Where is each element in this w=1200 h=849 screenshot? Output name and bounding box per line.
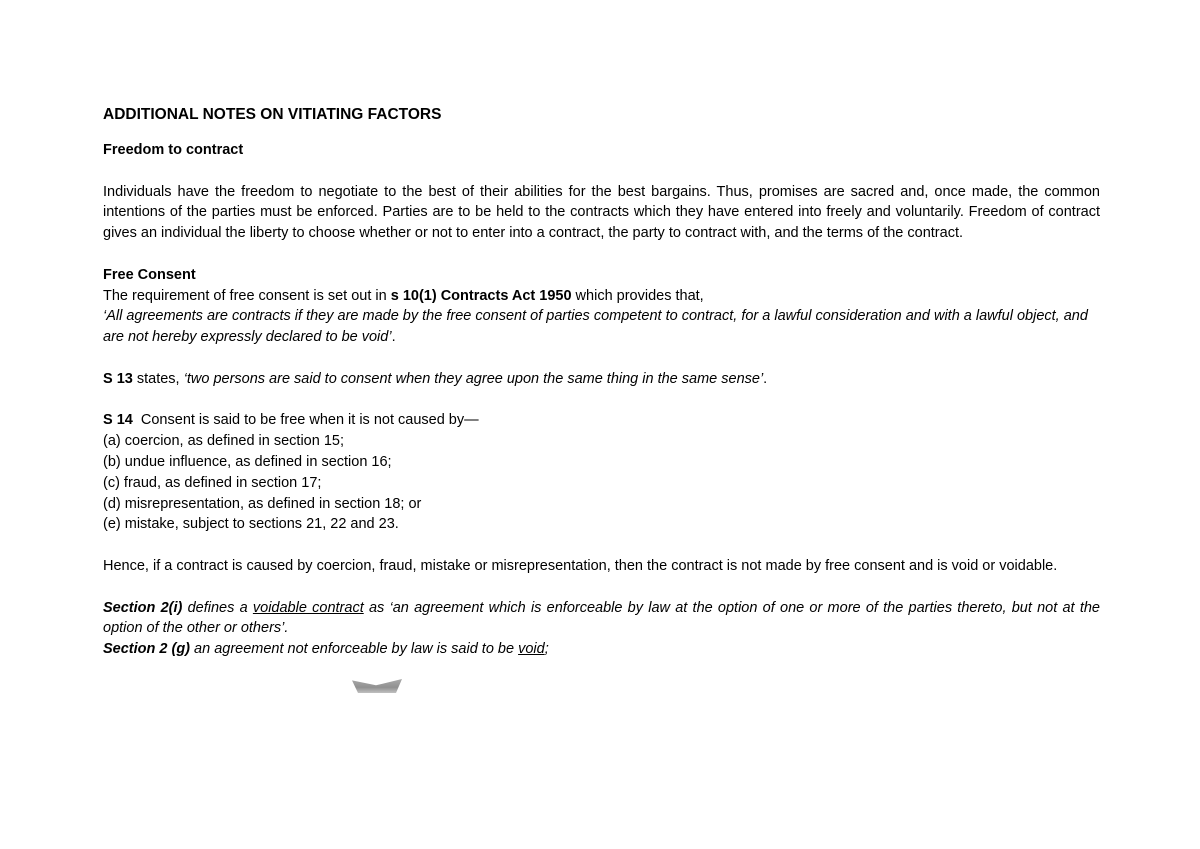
intro-prefix: The requirement of free consent is set out in	[103, 287, 391, 304]
section-2i-mid2: as ‘an agreement which is enforceable by law at the option of one or more of the parties thereto, but not at the option of the other or others’.	[103, 599, 1100, 637]
spacer	[103, 390, 1100, 411]
paragraph-free-consent-quote	[103, 306, 1100, 348]
s13-reference: S 13	[103, 370, 133, 387]
scan-smudge-mark	[352, 679, 402, 693]
section-2g-reference: Section 2 (g)	[103, 641, 191, 658]
document-title: ADDITIONAL NOTES ON VITIATING FACTORS	[103, 106, 442, 123]
list-item: (c) fraud, as defined in section 17;	[103, 474, 322, 491]
list-item: (a) coercion, as defined in section 15;	[103, 433, 344, 450]
heading-free-consent: Free Consent	[103, 266, 196, 283]
spacer	[103, 348, 1100, 369]
paragraph-section-2i	[103, 598, 1100, 640]
voidable-contract-term: voidable contract	[252, 599, 364, 616]
statute-reference: s 10(1) Contracts Act 1950	[390, 287, 572, 304]
paragraph-section-2g	[103, 639, 1100, 660]
s13-end: .	[763, 370, 768, 387]
spacer	[103, 577, 1100, 598]
paragraph-s13	[103, 369, 1100, 390]
paragraph-s14	[103, 410, 1100, 431]
spacer	[103, 244, 1100, 265]
section-2g-mid: an agreement not enforceable by law is said to be	[190, 641, 519, 658]
section-2g-end: ;	[544, 641, 549, 658]
document-page	[103, 104, 1100, 660]
heading-freedom-to-contract: Freedom to contract	[103, 142, 244, 158]
section-2i-mid1: defines a	[182, 599, 253, 616]
s14-list	[103, 431, 1100, 535]
paragraph-free-consent-intro	[103, 286, 1100, 307]
list-item: (d) misrepresentation, as defined in section 18; or	[103, 495, 422, 512]
s14-reference: S 14	[103, 412, 133, 429]
spacer	[103, 161, 1100, 182]
spacer	[103, 535, 1100, 556]
s14-text: Consent is said to be free when it is not caused by—	[132, 412, 479, 429]
quote-end: .	[391, 329, 396, 346]
list-item: (b) undue influence, as defined in section 16;	[103, 453, 392, 470]
void-term: void	[518, 641, 545, 658]
list-item: (e) mistake, subject to sections 21, 22 and 23.	[103, 516, 399, 533]
section-10-quote: ‘All agreements are contracts if they are made by the free consent of parties competent to contract, for a lawful consideration and with a lawful object, and are not hereby expressly declared to be void’	[103, 308, 1088, 346]
section-2i-reference: Section 2(i)	[103, 599, 183, 616]
s13-quote: ‘two persons are said to consent when they agree upon the same thing in the same sense’	[183, 370, 764, 387]
paragraph-hence: Hence, if a contract is caused by coercion, fraud, mistake or misrepresentation, then the contract is not made by free consent and is void or voidable.	[103, 557, 1058, 574]
intro-suffix: which provides that,	[571, 287, 704, 304]
paragraph-freedom-to-contract: Individuals have the freedom to negotiate to the best of their abilities for the best bargains. Thus, promises are sacred and, once made, the common intentions of the parties must be enforced. Parties are to be held to the contracts which they have entered into freely and voluntarily. Freedom of contract gives an individual the liberty to choose whether or not to enter into a contract, the party to contract with, and the terms of the contract.	[103, 183, 1100, 242]
s13-prefix: states,	[132, 370, 184, 387]
